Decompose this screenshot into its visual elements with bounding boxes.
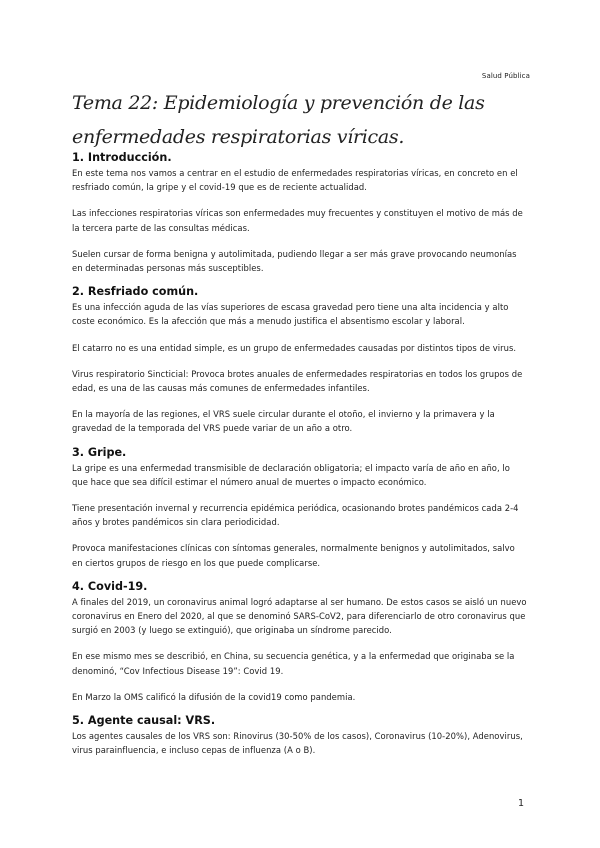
section-heading: 1. Introducción.	[72, 151, 172, 164]
paragraph: Provoca manifestaciones clínicas con síntomas generales, normalmente benignos y autolimitados, salvo en ciertos grupos de riesgo en los que puede complicarse.	[72, 543, 515, 568]
section-heading: 4. Covid-19.	[72, 579, 148, 593]
section-gripe	[72, 446, 528, 570]
paragraph: Los agentes causales de los VRS son: Rinovirus (30-50% de los casos), Coronavirus (10-20%), Adenovirus, virus parainfluencia, e incluso cepas de influenza (A o B).	[72, 731, 523, 756]
paragraph: La gripe es una enfermedad transmisible de declaración obligatoria; el impacto varía de año en año, lo que hace que sea difícil estimar el número anual de muertes o impacto económico.	[72, 462, 510, 487]
paragraph: El catarro no es una entidad simple, es un grupo de enfermedades causadas por distintos tipos de virus.	[72, 342, 517, 353]
paragraph: A finales del 2019, un coronavirus animal logró adaptarse al ser humano. De estos casos se aisló un nuevo coronavirus en Enero del 2020, al que se denominó SARS-CoV2, para diferenciarlo de otro coronavirus que surgió en 2003 (y luego se extinguió), que originaba un síndrome parecido.	[72, 596, 527, 636]
paragraph: Suelen cursar de forma benigna y autolimitada, pudiendo llegar a ser más grave provocando neumonías en determinadas personas más susceptibles.	[72, 248, 517, 274]
page-number: 1	[517, 798, 524, 809]
section-heading: 5. Agente causal: VRS.	[72, 714, 216, 728]
section-heading: 3. Gripe.	[72, 445, 127, 459]
section-introduccion	[72, 151, 528, 275]
section-resfriado-comun	[72, 285, 528, 435]
section-covid-19	[72, 580, 528, 704]
paragraph: Las infecciones respiratorias víricas son enfermedades muy frecuentes y constituyen el motivo de más de la tercera parte de las consultas médicas.	[72, 208, 523, 233]
paragraph: Tiene presentación invernal y recurrencia epidémica periódica, ocasionando brotes pandémicos cada 2-4 años y brotes pandémicos sin clara periodicidad.	[72, 503, 519, 528]
document-body	[72, 151, 528, 767]
paragraph: Virus respiratorio Sincticial: Provoca brotes anuales de enfermedades respiratorias en todos los grupos de edad, es una de las causas más comunes de enfermedades infantiles.	[72, 368, 523, 394]
header-subject-tag: Salud Pública	[481, 72, 530, 80]
paragraph: En este tema nos vamos a centrar en el estudio de enfermedades respiratorias víricas, en concreto en el resfriado común, la gripe y el covid-19 que es de reciente actualidad.	[72, 168, 518, 193]
paragraph: Es una infección aguda de las vías superiores de escasa gravedad pero tiene una alta incidencia y alto coste económico. Es la afección que más a menudo justifica el absentismo escolar y laboral.	[72, 302, 509, 327]
section-agente-causal	[72, 714, 528, 757]
paragraph: En ese mismo mes se describió, en China, su secuencia genética, y a la enfermedad que originaba se la denominó, “Cov Infectious Disease 19”: Covid 19.	[72, 651, 515, 676]
section-heading: 2. Resfriado común.	[72, 285, 199, 299]
paragraph: En la mayoría de las regiones, el VRS suele circular durante el otoño, el invierno y la primavera y la gravedad de la temporada del VRS puede variar de un año a otro.	[72, 409, 495, 434]
page-title: Tema 22: Epidemiología y prevención de las enfermedades respiratorias víricas.	[72, 92, 485, 148]
paragraph: En Marzo la OMS calificó la difusión de la covid19 como pandemia.	[72, 691, 356, 702]
